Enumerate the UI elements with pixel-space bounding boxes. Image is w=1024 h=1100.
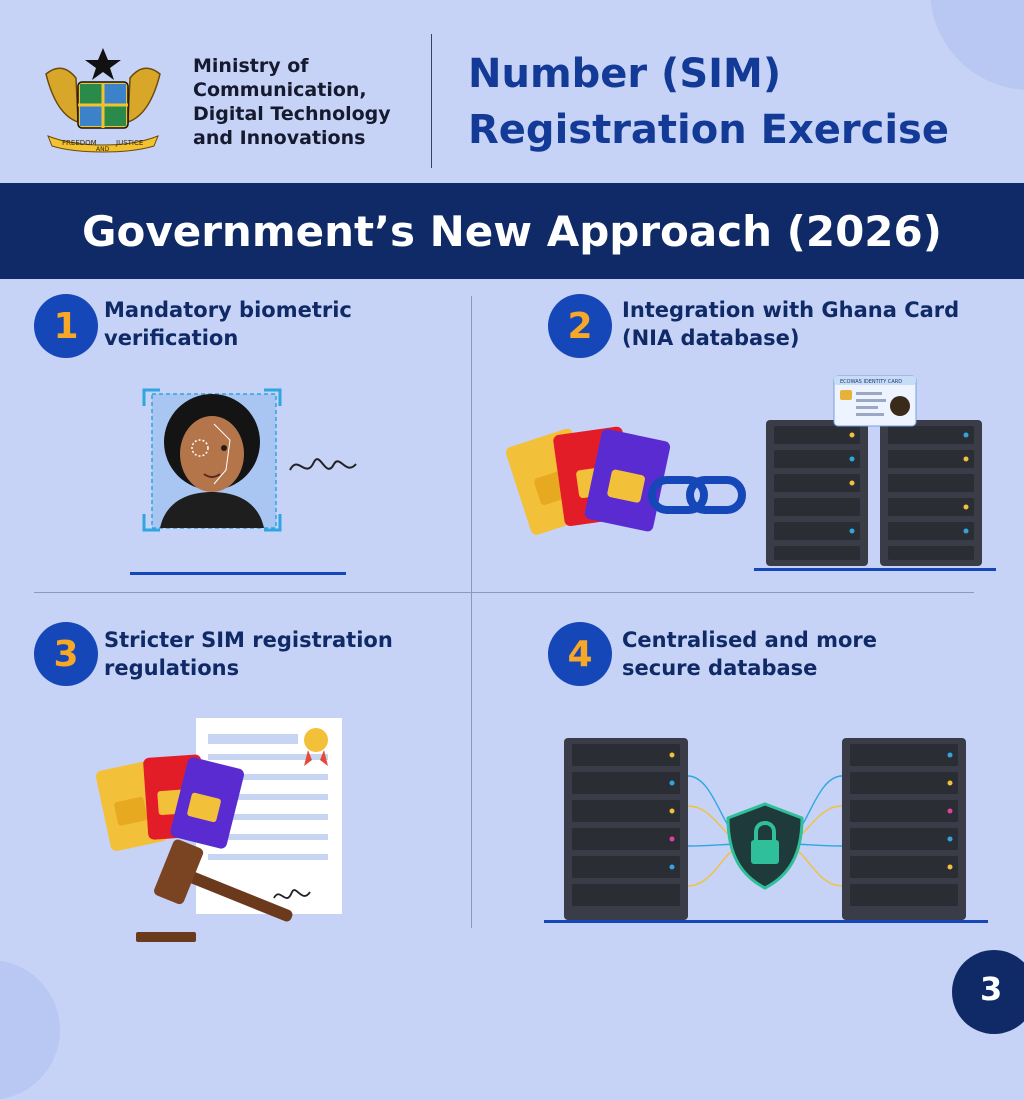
svg-text:FREEDOM: FREEDOM xyxy=(62,139,97,147)
banner-title: Government’s New Approach (2026) xyxy=(82,206,942,256)
item-label-4 xyxy=(622,626,877,682)
ghana-coat-of-arms-logo xyxy=(38,44,168,154)
page-title xyxy=(468,46,1008,158)
item-label-1 xyxy=(104,296,352,352)
item-label-line: secure database xyxy=(622,656,818,680)
item-label-line: Centralised and more xyxy=(622,628,878,652)
regulation-document-gavel-icon xyxy=(96,712,348,948)
grid-divider-horizontal xyxy=(34,592,974,593)
item-label-line: verification xyxy=(104,326,239,350)
item-label-line: Mandatory biometric xyxy=(104,298,352,322)
title-line: Number (SIM) xyxy=(468,51,782,97)
ministry-line: Digital Technology xyxy=(193,103,391,125)
ministry-line: and Innovations xyxy=(193,127,366,149)
ministry-line: Ministry of xyxy=(193,55,309,77)
section-banner xyxy=(0,183,1024,279)
sim-to-server-link-icon xyxy=(506,372,1000,576)
biometric-face-scan-icon xyxy=(130,384,380,580)
svg-text:JUSTICE: JUSTICE xyxy=(116,139,144,147)
ministry-line: Communication, xyxy=(193,79,367,101)
page-number: 3 xyxy=(980,970,1003,1008)
header-divider xyxy=(431,34,432,168)
svg-text:AND: AND xyxy=(96,146,110,153)
item-label-line: Stricter SIM registration xyxy=(104,628,393,652)
item-label-line: Integration with Ghana Card xyxy=(622,298,960,322)
page-number-badge xyxy=(952,950,1024,1034)
item-number-2: 2 xyxy=(548,294,612,358)
item-number-3: 3 xyxy=(34,622,98,686)
item-label-3 xyxy=(104,626,393,682)
title-line: Registration Exercise xyxy=(468,107,949,153)
item-number-4: 4 xyxy=(548,622,612,686)
secure-database-shield-icon xyxy=(544,736,988,926)
grid-divider-vertical xyxy=(471,296,472,928)
svg-text:ECOWAS IDENTITY CARD: ECOWAS IDENTITY CARD xyxy=(840,379,903,385)
ministry-name xyxy=(193,54,423,150)
background-decor-bottom-left xyxy=(0,960,60,1100)
item-label-line: (NIA database) xyxy=(622,326,800,350)
item-label-line: regulations xyxy=(104,656,240,680)
item-label-2 xyxy=(622,296,959,352)
item-number-1: 1 xyxy=(34,294,98,358)
header xyxy=(0,0,1024,182)
